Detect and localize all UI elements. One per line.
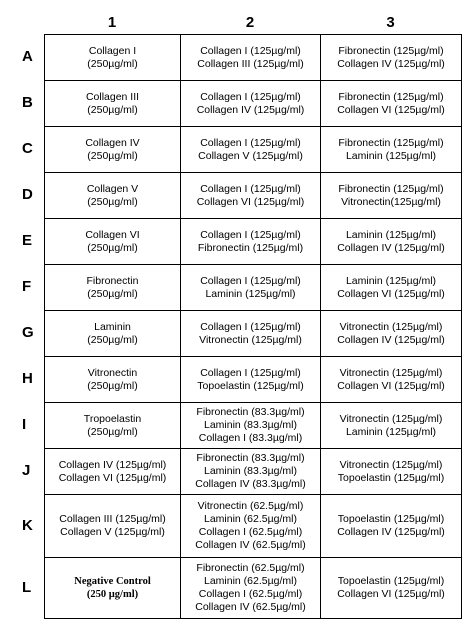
well-cell-line: Fibronectin (125µg/ml) (338, 44, 444, 57)
well-cell-line: Vitronectin (125µg/ml) (339, 366, 443, 379)
well-cell-line: Topoelastin (125µg/ml) (337, 513, 445, 525)
well-cell (321, 219, 462, 265)
well-cell-line: Collagen VI (85, 228, 140, 241)
row-label: J (22, 462, 31, 479)
well-cell-line: Laminin (94, 320, 131, 333)
well-cell-line: Laminin (125µg/ml) (345, 274, 437, 287)
well-cell (321, 81, 462, 127)
well-cell (45, 265, 181, 311)
well-cell-line: (250µg/ml) (87, 103, 138, 116)
well-cell (321, 311, 462, 357)
well-cell-line: (250µg/ml) (87, 241, 138, 254)
well-cell-line: Collagen I (62.5µg/ml) (198, 526, 303, 538)
column-header-2: 2 (245, 14, 255, 31)
well-cell (45, 403, 181, 449)
table-row (45, 449, 462, 495)
row-label: H (22, 370, 33, 387)
well-cell-line: Vitronectin (62.5µg/ml) (197, 500, 304, 512)
well-cell-line: Collagen VI (125µg/ml) (337, 588, 445, 600)
well-cell (45, 311, 181, 357)
well-cell-line: Collagen I (125µg/ml) (200, 136, 301, 149)
well-cell (321, 495, 462, 558)
table-row (45, 403, 462, 449)
row-label: L (22, 578, 32, 596)
well-cell-line: Laminin (125µg/ml) (345, 425, 437, 438)
column-header-1: 1 (107, 14, 117, 31)
row-label: I (22, 416, 27, 433)
well-cell-line: (250µg/ml) (87, 379, 138, 392)
well-cell (181, 81, 321, 127)
table-row (45, 35, 462, 81)
row-label: F (22, 278, 32, 295)
well-cell (321, 35, 462, 81)
well-cell (45, 81, 181, 127)
well-cell-line: Vitronectin (87, 366, 138, 379)
well-cell (181, 173, 321, 219)
well-cell (45, 449, 181, 495)
well-cell-line: Fibronectin (125µg/ml) (338, 182, 444, 195)
well-cell-line: Collagen IV (62.5µg/ml) (195, 539, 306, 551)
well-cell-line: Collagen III (125µg/ml) (197, 57, 304, 70)
well-cell-line: Collagen V (125µg/ml) (198, 149, 303, 162)
well-cell-line: (250µg/ml) (87, 57, 138, 70)
well-cell-line: Vitronectin (125µg/ml) (199, 333, 302, 346)
well-cell (181, 495, 321, 558)
well-cell-line: Collagen IV (125µg/ml) (337, 333, 445, 346)
well-cell-line: Collagen VI (125µg/ml) (58, 471, 167, 484)
table-row (45, 357, 462, 403)
well-cell (321, 127, 462, 173)
table-row (45, 127, 462, 173)
column-header-3: 3 (386, 14, 395, 31)
well-cell-line: Collagen III (125µg/ml) (59, 513, 166, 525)
well-cell-line: Collagen IV (125µg/ml) (58, 458, 167, 471)
well-cell-line: Topoelastin (125µg/ml) (337, 471, 445, 484)
well-cell-line: Fibronectin (83.3µg/ml) (196, 452, 305, 464)
table-row (45, 173, 462, 219)
well-cell (181, 449, 321, 495)
well-cell-line: Collagen IV (83.3µg/ml) (195, 478, 306, 490)
well-cell-line: Collagen VI (125µg/ml) (196, 195, 305, 208)
well-cell-line: Collagen I (125µg/ml) (200, 366, 301, 379)
row-label: D (22, 186, 33, 203)
well-cell-line: Collagen IV (62.5µg/ml) (195, 601, 306, 613)
well-cell (321, 265, 462, 311)
well-cell-line: (250µg/ml) (87, 333, 138, 346)
well-cell-line: Collagen V (86, 182, 139, 195)
well-cell-line: Fibronectin (125µg/ml) (338, 90, 444, 103)
well-cell (321, 558, 462, 619)
well-cell (45, 127, 181, 173)
well-cell-line: Collagen I (62.5µg/ml) (198, 588, 303, 600)
well-cell-line: (250 µg/ml) (86, 589, 139, 600)
well-cell-line: Collagen III (85, 90, 140, 103)
well-cell-line: Topoelastin (125µg/ml) (197, 379, 304, 392)
well-cell (181, 403, 321, 449)
well-cell-line: Fibronectin (125µg/ml) (197, 241, 304, 254)
well-cell-line: Topoelastin (125µg/ml) (337, 575, 445, 587)
column-headers (44, 13, 461, 33)
row-label: G (22, 324, 34, 341)
well-cell-line: Collagen VI (125µg/ml) (337, 379, 445, 392)
well-cell (321, 357, 462, 403)
well-cell-line: Laminin (62.5µg/ml) (203, 513, 297, 525)
well-cell-line: Tropoelastin (83, 412, 142, 425)
well-cell-line: Vitronectin (125µg/ml) (339, 458, 443, 471)
well-cell-line: Laminin (62.5µg/ml) (203, 575, 297, 587)
well-cell (181, 219, 321, 265)
well-cell (181, 265, 321, 311)
well-cell-line: Collagen IV (125µg/ml) (337, 526, 445, 538)
well-cell-line: Fibronectin (125µg/ml) (338, 136, 444, 149)
well-cell-line: Collagen I (125µg/ml) (200, 182, 301, 195)
table-row (45, 81, 462, 127)
table-row (45, 558, 462, 619)
well-cell-line: Fibronectin (83.3µg/ml) (196, 406, 305, 418)
row-label: A (22, 48, 33, 65)
well-cell-line: Laminin (125µg/ml) (205, 287, 296, 300)
well-cell-line: Collagen I (125µg/ml) (200, 228, 301, 241)
well-cell-line: Collagen V (125µg/ml) (60, 526, 165, 538)
well-cell (45, 558, 181, 619)
well-cell-line: Laminin (125µg/ml) (345, 228, 437, 241)
row-label: B (22, 94, 33, 111)
well-cell-line: (250µg/ml) (87, 425, 138, 438)
well-cell-line: Fibronectin (86, 274, 139, 287)
well-cell-line: Laminin (83.3µg/ml) (203, 419, 297, 431)
well-cell-line: (250µg/ml) (87, 287, 138, 300)
well-cell-line: Laminin (83.3µg/ml) (203, 465, 297, 477)
well-cell-line: Fibronectin (62.5µg/ml) (196, 562, 305, 574)
well-cell-line: Collagen I (125µg/ml) (200, 90, 301, 103)
well-cell (181, 558, 321, 619)
well-cell (181, 127, 321, 173)
well-cell-line: Negative Control (74, 576, 151, 587)
well-cell-line: Collagen I (125µg/ml) (200, 320, 301, 333)
well-cell (45, 35, 181, 81)
well-cell-line: Vitronectin(125µg/ml) (341, 195, 441, 208)
well-cell-line: Collagen I (83.3µg/ml) (198, 432, 303, 444)
well-cell (45, 173, 181, 219)
well-cell-line: Vitronectin (125µg/ml) (339, 320, 443, 333)
well-cell-line: (250µg/ml) (87, 149, 138, 162)
well-cell (45, 357, 181, 403)
well-cell-line: Collagen IV (125µg/ml) (196, 103, 305, 116)
well-plate-table (44, 34, 462, 619)
well-cell-line: Collagen IV (125µg/ml) (337, 57, 445, 70)
well-cell-line: Collagen IV (85, 136, 140, 149)
well-cell (45, 495, 181, 558)
well-cell (321, 173, 462, 219)
table-row (45, 219, 462, 265)
table-row (45, 495, 462, 558)
well-cell (321, 403, 462, 449)
well-cell (181, 35, 321, 81)
well-cell-line: Collagen VI (125µg/ml) (337, 287, 445, 300)
well-cell-line: Collagen I (125µg/ml) (200, 274, 301, 287)
well-cell (45, 219, 181, 265)
well-cell-line: (250µg/ml) (87, 195, 138, 208)
well-cell (181, 311, 321, 357)
well-cell (181, 357, 321, 403)
table-row (45, 265, 462, 311)
row-label: K (22, 516, 33, 534)
well-cell-line: Vitronectin (125µg/ml) (339, 412, 443, 425)
row-label: C (22, 140, 33, 157)
well-cell (321, 449, 462, 495)
well-cell-line: Laminin (125µg/ml) (345, 149, 437, 162)
well-cell-line: Collagen I (88, 44, 137, 57)
table-row (45, 311, 462, 357)
well-cell-line: Collagen VI (125µg/ml) (337, 103, 445, 116)
row-label: E (22, 232, 33, 249)
well-cell-line: Collagen I (125µg/ml) (200, 44, 301, 57)
well-cell-line: Collagen IV (125µg/ml) (337, 241, 445, 254)
